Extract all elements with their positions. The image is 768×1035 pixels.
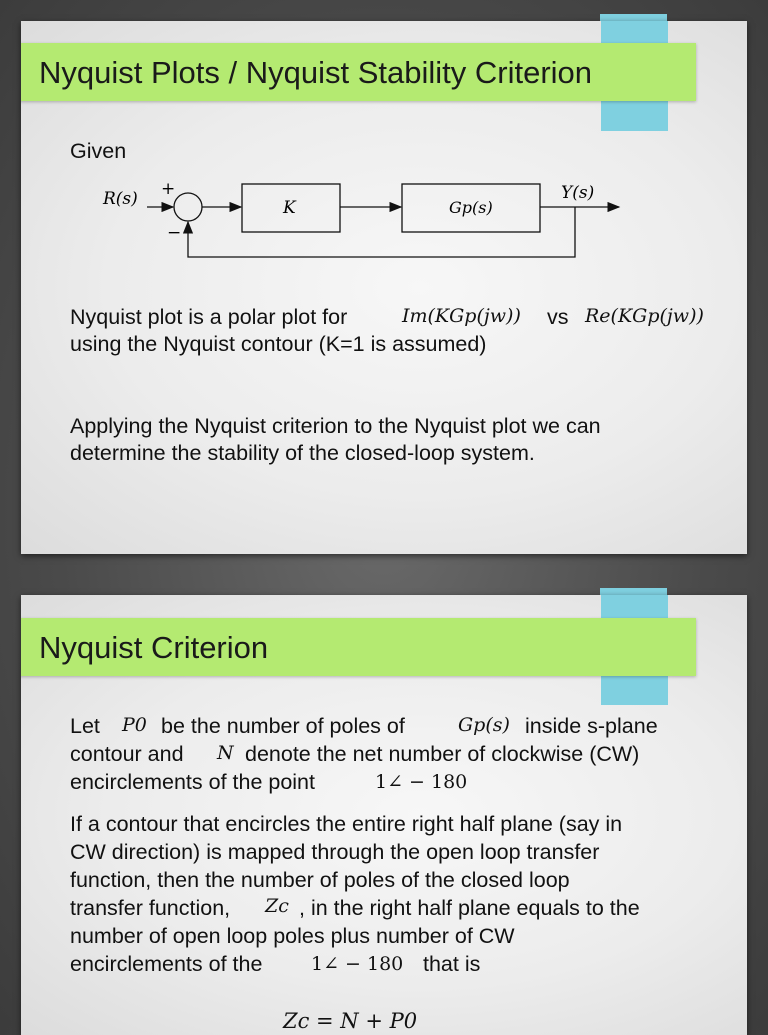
p2-point: 1∠ − 180: [311, 953, 404, 975]
diagram-output-label: Y(s): [561, 183, 595, 203]
p1-point: 1∠ − 180: [375, 771, 468, 793]
title-bar-2: [21, 618, 696, 676]
p1-line2a: contour and: [70, 742, 184, 766]
p2-line5: number of open loop poles plus number of CW: [70, 924, 515, 948]
para1-line2: using the Nyquist contour (K=1 is assumed): [70, 332, 487, 356]
para1-math-im: Im(KGp(jw)): [402, 305, 521, 327]
slide-1-title: Nyquist Plots / Nyquist Stability Criterion: [39, 55, 593, 90]
para1-vs: vs: [547, 305, 569, 329]
p1-line2b: denote the net number of clockwise (CW): [245, 742, 640, 766]
given-label: Given: [70, 139, 127, 163]
p2-line4b: , in the right half plane equals to the: [299, 896, 640, 920]
slide-1: [21, 21, 747, 554]
p1-n: N: [217, 742, 234, 764]
diagram-minus-sign: −: [167, 223, 182, 243]
slide-2-title: Nyquist Criterion: [39, 630, 269, 665]
p2-line4a: transfer function,: [70, 896, 231, 920]
p2-line3: function, then the number of poles of the closed loop: [70, 868, 570, 892]
para2-line1: Applying the Nyquist criterion to the Nyquist plot we can: [70, 414, 601, 438]
slide-2: [21, 595, 747, 1035]
title-bar-1: [21, 43, 696, 101]
p2-line2: CW direction) is mapped through the open loop transfer: [70, 840, 600, 864]
p1-p0: P0: [122, 714, 147, 736]
p2-line6a: encirclements of the: [70, 952, 263, 976]
diagram-plus-sign: +: [161, 179, 176, 199]
p2-line1: If a contour that encircles the entire right half plane (say in: [70, 812, 623, 836]
p1-line3: encirclements of the point: [70, 770, 315, 794]
diagram-input-label: R(s): [103, 189, 138, 209]
para1-math-re: Re(KGp(jw)): [585, 305, 704, 327]
p1-text1: be the number of poles of: [161, 714, 405, 738]
p1-gp: Gp(s): [458, 714, 510, 736]
para2-line2: determine the stability of the closed-loop system.: [70, 441, 535, 465]
plant-block-label: Gp(s): [449, 198, 493, 217]
summing-junction: [174, 193, 202, 221]
gain-block-label: K: [283, 198, 296, 218]
p2-zc: Zc: [265, 895, 289, 917]
p1-let: Let: [70, 714, 100, 738]
block-diagram: [99, 174, 659, 269]
equation: Zc = N + P0: [283, 1009, 418, 1033]
para1-prefix: Nyquist plot is a polar plot for: [70, 305, 348, 329]
p1-text2: inside s-plane: [525, 714, 658, 738]
p2-line6b: that is: [423, 952, 481, 976]
